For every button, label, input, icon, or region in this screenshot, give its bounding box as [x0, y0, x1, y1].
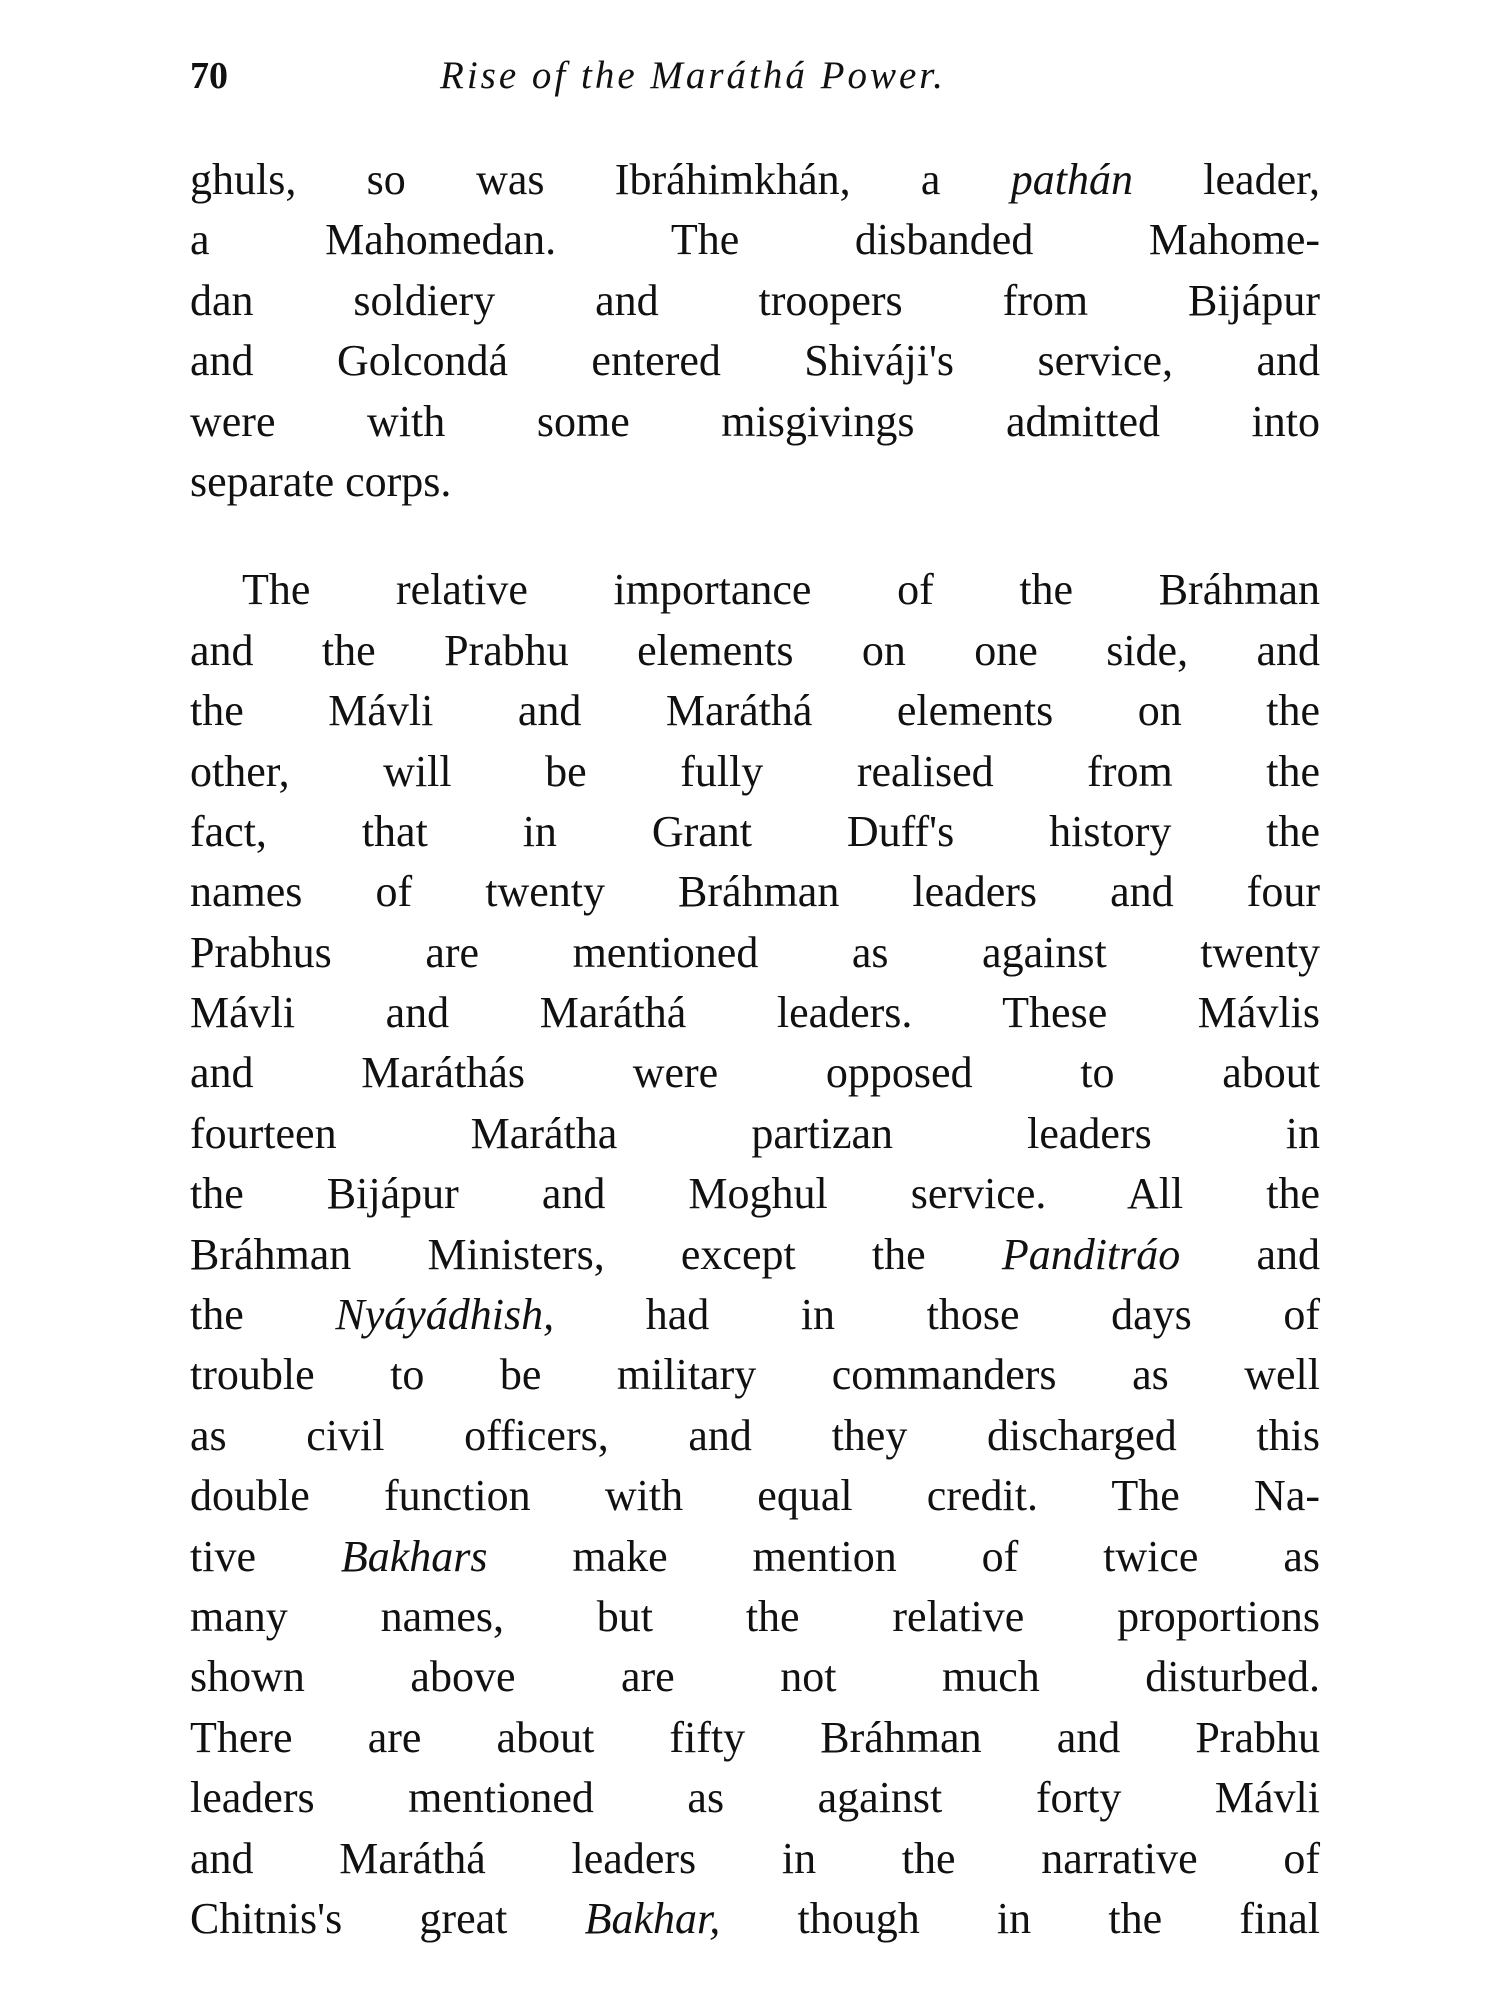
text-segment: Prabhus are mentioned as against twenty	[190, 927, 1320, 977]
text-segment: and Maráthás were opposed to about	[190, 1048, 1320, 1098]
text-line	[190, 1708, 1320, 1768]
page-number: 70	[190, 55, 228, 97]
text-segment: make mention of twice as	[487, 1531, 1320, 1581]
text-line	[190, 1104, 1320, 1164]
text-segment: the Mávli and Maráthá elements on the	[190, 686, 1320, 736]
text-line	[190, 1889, 1320, 1949]
text-line	[190, 560, 1320, 620]
text-segment: fact, that in Grant Duff's history the	[190, 806, 1320, 856]
italic-term: pathán	[1010, 155, 1133, 204]
text-segment: dan soldiery and troopers from Bijápur	[190, 275, 1320, 325]
text-line	[190, 742, 1320, 802]
text-line	[190, 802, 1320, 862]
italic-term: Panditráo	[1001, 1229, 1181, 1279]
text-line	[190, 331, 1320, 391]
text-segment: a Mahomedan. The disbanded Mahome-	[190, 215, 1320, 265]
text-segment: many names, but the relative proportions	[190, 1591, 1320, 1641]
text-segment: There are about fifty Bráhman and Prabhu	[190, 1712, 1320, 1762]
text-segment: names of twenty Bráhman leaders and four	[190, 867, 1320, 917]
text-segment: the	[190, 1290, 336, 1340]
text-line	[190, 983, 1320, 1043]
body-text	[190, 150, 1320, 1949]
text-line	[190, 681, 1320, 741]
text-line	[190, 1164, 1320, 1224]
text-segment: trouble to be military commanders as well	[190, 1350, 1320, 1400]
paragraph-gap	[190, 512, 1320, 560]
page-header	[190, 48, 1320, 108]
text-line	[190, 271, 1320, 331]
italic-term: Bakhar,	[584, 1893, 721, 1943]
text-line	[190, 1285, 1320, 1345]
text-line	[190, 1768, 1320, 1828]
text-segment: double function with equal credit. The Na-	[190, 1471, 1320, 1521]
text-line	[190, 1345, 1320, 1405]
text-line	[190, 621, 1320, 681]
text-segment: Mávli and Maráthá leaders. These Mávlis	[190, 988, 1320, 1038]
text-segment: Chitnis's great	[190, 1893, 585, 1943]
text-line	[190, 452, 1320, 512]
text-segment: as civil officers, and they discharged this	[190, 1410, 1320, 1460]
text-line	[190, 1225, 1320, 1285]
text-segment: and	[1180, 1229, 1320, 1279]
text-line	[190, 1043, 1320, 1103]
text-segment: fourteen Marátha partizan leaders in	[190, 1108, 1320, 1158]
text-line	[190, 1647, 1320, 1707]
text-segment: though in the final	[720, 1893, 1320, 1943]
text-line	[190, 1466, 1320, 1526]
text-segment: were with some misgivings admitted into	[190, 396, 1320, 446]
text-segment: The relative importance of the Bráhman	[242, 565, 1320, 615]
text-segment: and Maráthá leaders in the narrative of	[190, 1833, 1320, 1883]
text-segment: shown above are not much disturbed.	[190, 1652, 1320, 1702]
text-segment: and the Prabhu elements on one side, and	[190, 625, 1320, 675]
text-segment: the Bijápur and Moghul service. All the	[190, 1169, 1320, 1219]
running-title: Rise of the Maráthá Power.	[440, 54, 946, 97]
text-line	[190, 392, 1320, 452]
text-segment: and Golcondá entered Shiváji's service, and	[190, 336, 1320, 386]
text-segment: other, will be fully realised from the	[190, 746, 1320, 796]
text-segment: separate corps.	[190, 456, 452, 506]
text-line	[190, 210, 1320, 270]
text-segment: had in those days of	[554, 1290, 1320, 1340]
text-line	[190, 1527, 1320, 1587]
text-line	[190, 1829, 1320, 1889]
text-line	[190, 923, 1320, 983]
text-segment: leaders mentioned as against forty Mávli	[190, 1773, 1320, 1823]
italic-term: Bakhars	[340, 1531, 488, 1581]
paragraph	[190, 150, 1320, 512]
text-segment: tive	[190, 1531, 341, 1581]
paragraph	[190, 560, 1320, 1949]
text-segment: ghuls, so was Ibráhimkhán, a	[190, 155, 1011, 204]
text-line	[190, 862, 1320, 922]
text-line	[190, 1406, 1320, 1466]
italic-term: Nyáyádhish,	[335, 1290, 555, 1340]
text-segment: leader,	[1133, 155, 1321, 204]
text-segment: Bráhman Ministers, except the	[190, 1229, 1002, 1279]
text-line	[190, 150, 1320, 210]
text-line	[190, 1587, 1320, 1647]
